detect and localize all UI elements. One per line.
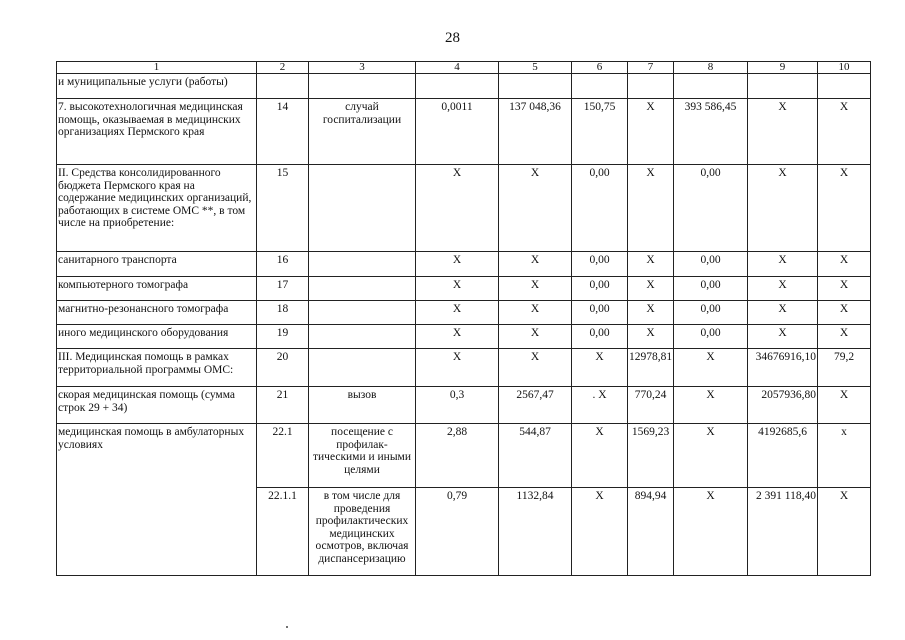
table-cell: X bbox=[628, 252, 674, 277]
table-cell bbox=[309, 252, 416, 277]
table-cell: 0,00 bbox=[674, 165, 748, 252]
row-label: иного медицинского оборудования bbox=[57, 325, 257, 349]
table-cell: X bbox=[628, 301, 674, 325]
table-cell: X bbox=[572, 424, 628, 488]
row-label: медицинская помощь в амбулаторных условиях bbox=[57, 424, 257, 488]
table-row bbox=[57, 74, 871, 99]
table-cell: X bbox=[818, 387, 871, 424]
table-cell: 0,00 bbox=[674, 301, 748, 325]
column-number-row bbox=[57, 62, 871, 74]
table-cell: 17 bbox=[257, 277, 309, 301]
table-cell bbox=[309, 277, 416, 301]
table-cell: 150,75 bbox=[572, 99, 628, 165]
table-cell bbox=[309, 349, 416, 387]
table-cell bbox=[674, 74, 748, 99]
table-cell: X bbox=[748, 277, 818, 301]
table-cell: X bbox=[748, 301, 818, 325]
table-cell: X bbox=[674, 424, 748, 488]
table-row bbox=[57, 99, 871, 165]
table-cell: X bbox=[499, 165, 572, 252]
table-cell: 0,00 bbox=[674, 325, 748, 349]
table-cell: X bbox=[818, 301, 871, 325]
table-cell: 22.1.1 bbox=[257, 488, 309, 576]
table-cell: X bbox=[748, 99, 818, 165]
scan-speck bbox=[286, 626, 288, 628]
table-cell: X bbox=[818, 252, 871, 277]
table-cell: X bbox=[674, 488, 748, 576]
table-row bbox=[57, 252, 871, 277]
table-cell: X bbox=[628, 325, 674, 349]
table-cell bbox=[499, 74, 572, 99]
table-cell: 2057936,80 bbox=[748, 387, 818, 424]
table-cell: X bbox=[416, 301, 499, 325]
table-row bbox=[57, 165, 871, 252]
column-header: 3 bbox=[309, 62, 416, 74]
table-cell: вызов bbox=[309, 387, 416, 424]
table-cell: X bbox=[674, 349, 748, 387]
table-cell: 0,00 bbox=[572, 252, 628, 277]
column-header: 1 bbox=[57, 62, 257, 74]
table-cell: 14 bbox=[257, 99, 309, 165]
page-number: 28 bbox=[445, 30, 460, 46]
table-row bbox=[57, 325, 871, 349]
table-cell: 19 bbox=[257, 325, 309, 349]
table-cell: 894,94 bbox=[628, 488, 674, 576]
table-cell: X bbox=[748, 165, 818, 252]
row-label: магнитно-резонансного томографа bbox=[57, 301, 257, 325]
column-header: 8 bbox=[674, 62, 748, 74]
table-cell: 34676916,10 bbox=[748, 349, 818, 387]
table-cell: 0,79 bbox=[416, 488, 499, 576]
table-cell: 22.1 bbox=[257, 424, 309, 488]
table-cell: 2 391 118,40 bbox=[748, 488, 818, 576]
table-cell: 0,00 bbox=[572, 165, 628, 252]
column-header: 10 bbox=[818, 62, 871, 74]
table-row bbox=[57, 424, 871, 488]
table-cell bbox=[818, 74, 871, 99]
table-cell: X bbox=[818, 99, 871, 165]
table-cell: 1132,84 bbox=[499, 488, 572, 576]
table-row bbox=[57, 349, 871, 387]
row-label: санитарного транспорта bbox=[57, 252, 257, 277]
table-cell: X bbox=[572, 488, 628, 576]
table-cell: . X bbox=[572, 387, 628, 424]
table-cell: X bbox=[572, 349, 628, 387]
table-cell: X bbox=[499, 277, 572, 301]
table-cell: 21 bbox=[257, 387, 309, 424]
table-row bbox=[57, 301, 871, 325]
table-cell: 2567,47 bbox=[499, 387, 572, 424]
table-cell: X bbox=[499, 301, 572, 325]
table-cell: 0,00 bbox=[572, 325, 628, 349]
table-cell bbox=[572, 74, 628, 99]
table-cell bbox=[309, 325, 416, 349]
table-cell: X bbox=[818, 488, 871, 576]
row-label: скорая медицинская помощь (сумма строк 29 + 34) bbox=[57, 387, 257, 424]
table-cell: X bbox=[748, 325, 818, 349]
row-label: компьютерного томографа bbox=[57, 277, 257, 301]
table-cell: 4192685,6 bbox=[748, 424, 818, 488]
table-cell: X bbox=[674, 387, 748, 424]
column-header: 5 bbox=[499, 62, 572, 74]
table-cell: 137 048,36 bbox=[499, 99, 572, 165]
table-cell: в том числе для проведения профилактических медицинских осмотров, включая диспансеризацию bbox=[309, 488, 416, 576]
table-cell: 0,0011 bbox=[416, 99, 499, 165]
table-cell bbox=[628, 74, 674, 99]
table-cell: 20 bbox=[257, 349, 309, 387]
table-cell bbox=[309, 301, 416, 325]
table-cell: X bbox=[748, 252, 818, 277]
table-cell: 393 586,45 bbox=[674, 99, 748, 165]
table-cell: 79,2 bbox=[818, 349, 871, 387]
table-cell: X bbox=[416, 277, 499, 301]
table-cell bbox=[309, 74, 416, 99]
table-cell bbox=[748, 74, 818, 99]
column-header: 7 bbox=[628, 62, 674, 74]
row-label bbox=[57, 488, 257, 576]
table-cell: 0,00 bbox=[674, 277, 748, 301]
table-cell: 2,88 bbox=[416, 424, 499, 488]
table-cell: 15 bbox=[257, 165, 309, 252]
table-cell bbox=[309, 165, 416, 252]
table-cell: 0,00 bbox=[572, 277, 628, 301]
column-header: 4 bbox=[416, 62, 499, 74]
table-cell: X bbox=[499, 252, 572, 277]
table-cell: x bbox=[818, 424, 871, 488]
table-cell: X bbox=[499, 349, 572, 387]
row-label: 7. высокотехнологичная медицинская помощь, оказываемая в медицинских организациях Пермского края bbox=[57, 99, 257, 165]
table-cell: X bbox=[818, 277, 871, 301]
table-cell: X bbox=[628, 165, 674, 252]
table-cell: X bbox=[499, 325, 572, 349]
row-label: III. Медицинская помощь в рамках территориальной программы ОМС: bbox=[57, 349, 257, 387]
table-cell: X bbox=[416, 165, 499, 252]
table-row bbox=[57, 488, 871, 576]
table-cell: 0,3 bbox=[416, 387, 499, 424]
table-row bbox=[57, 387, 871, 424]
table-cell: 12978,81 bbox=[628, 349, 674, 387]
table-cell: посещение с профилак-тическими и иными целями bbox=[309, 424, 416, 488]
table-row bbox=[57, 277, 871, 301]
table-cell: X bbox=[416, 252, 499, 277]
table-cell: 0,00 bbox=[572, 301, 628, 325]
table-cell: X bbox=[416, 349, 499, 387]
table-cell bbox=[257, 74, 309, 99]
table-cell: X bbox=[818, 325, 871, 349]
table-cell: 544,87 bbox=[499, 424, 572, 488]
column-header: 9 bbox=[748, 62, 818, 74]
table-cell bbox=[416, 74, 499, 99]
table-cell: 16 bbox=[257, 252, 309, 277]
table-cell: 0,00 bbox=[674, 252, 748, 277]
data-table bbox=[56, 61, 871, 576]
column-header: 2 bbox=[257, 62, 309, 74]
row-label: II. Средства консолидированного бюджета Пермского края на содержание медицинских организаций, работающих в системе ОМС **, в том числе на приобретение: bbox=[57, 165, 257, 252]
table-cell: X bbox=[628, 277, 674, 301]
table-cell: X bbox=[416, 325, 499, 349]
table-cell: случай госпитализации bbox=[309, 99, 416, 165]
table-cell: 1569,23 bbox=[628, 424, 674, 488]
table-cell: 770,24 bbox=[628, 387, 674, 424]
column-header: 6 bbox=[572, 62, 628, 74]
table-cell: X bbox=[818, 165, 871, 252]
table-cell: 18 bbox=[257, 301, 309, 325]
row-label: и муниципальные услуги (работы) bbox=[57, 74, 257, 99]
table-cell: X bbox=[628, 99, 674, 165]
